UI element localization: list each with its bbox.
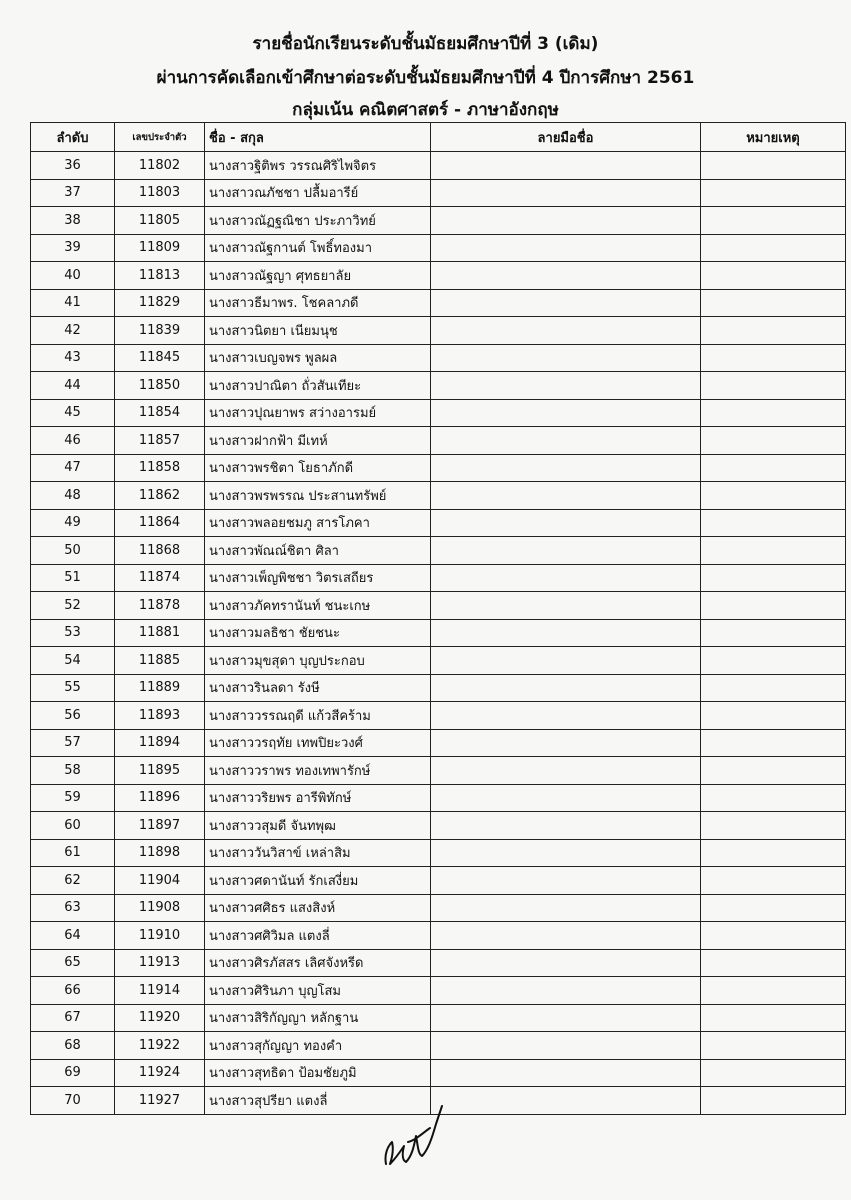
table-row: [31, 784, 846, 812]
student-name: นางสาวสิริกัญญา หลักฐาน: [205, 1004, 431, 1032]
table-row: [31, 344, 846, 372]
table-row: [31, 619, 846, 647]
header-name: ชื่อ - สกุล: [205, 123, 431, 152]
student-name: นางสาววสุมดี จันทพุฒ: [205, 812, 431, 840]
row-number: 51: [31, 564, 115, 592]
table-row: [31, 647, 846, 675]
row-number: 66: [31, 977, 115, 1005]
row-number: 63: [31, 894, 115, 922]
student-name: นางสาวเพ็ญพิชชา วิตรเสถียร: [205, 564, 431, 592]
table-row: [31, 702, 846, 730]
remark-cell: [701, 922, 846, 950]
remark-cell: [701, 509, 846, 537]
signature-cell: [431, 1032, 701, 1060]
student-name: นางสาวศศิวิมล แตงลี่: [205, 922, 431, 950]
signature-cell: [431, 509, 701, 537]
row-number: 44: [31, 372, 115, 400]
student-name: นางสาววรรณฤดี แก้วสีคร้าม: [205, 702, 431, 730]
student-name: นางสาวภัคทรานันท์ ชนะเกษ: [205, 592, 431, 620]
remark-cell: [701, 949, 846, 977]
student-id: 11904: [115, 867, 205, 895]
row-number: 40: [31, 262, 115, 290]
table-row: [31, 592, 846, 620]
row-number: 42: [31, 317, 115, 345]
table-row: [31, 757, 846, 785]
row-number: 49: [31, 509, 115, 537]
table-row: [31, 949, 846, 977]
remark-cell: [701, 289, 846, 317]
row-number: 41: [31, 289, 115, 317]
remark-cell: [701, 152, 846, 180]
student-name: นางสาวรินลดา รังษี: [205, 674, 431, 702]
row-number: 48: [31, 482, 115, 510]
row-number: 52: [31, 592, 115, 620]
title-line-1: รายชื่อนักเรียนระดับชั้นมัธยมศึกษาปีที่ 3 (เดิม): [252, 34, 599, 54]
signature-cell: [431, 207, 701, 235]
remark-cell: [701, 427, 846, 455]
student-id: 11908: [115, 894, 205, 922]
table-header-row: [31, 123, 846, 152]
row-number: 56: [31, 702, 115, 730]
remark-cell: [701, 647, 846, 675]
remark-cell: [701, 1004, 846, 1032]
remark-cell: [701, 592, 846, 620]
remark-cell: [701, 674, 846, 702]
remark-cell: [701, 179, 846, 207]
student-id: 11927: [115, 1087, 205, 1115]
remark-cell: [701, 317, 846, 345]
remark-cell: [701, 812, 846, 840]
signature-cell: [431, 1087, 701, 1115]
signature-cell: [431, 344, 701, 372]
table-row: [31, 839, 846, 867]
student-name: นางสาวฝากฟ้า มีเทห์: [205, 427, 431, 455]
student-id: 11829: [115, 289, 205, 317]
student-id: 11864: [115, 509, 205, 537]
student-id: 11805: [115, 207, 205, 235]
student-id: 11910: [115, 922, 205, 950]
remark-cell: [701, 454, 846, 482]
signature-cell: [431, 674, 701, 702]
remark-cell: [701, 262, 846, 290]
header-remark: หมายเหตุ: [701, 123, 846, 152]
table-row: [31, 1059, 846, 1087]
student-name: นางสาวศดานันท์ รักเสงี่ยม: [205, 867, 431, 895]
table-row: [31, 894, 846, 922]
signature-cell: [431, 702, 701, 730]
remark-cell: [701, 1032, 846, 1060]
table-row: [31, 867, 846, 895]
table-row: [31, 289, 846, 317]
signature-cell: [431, 564, 701, 592]
header-no: ลำดับ: [31, 123, 115, 152]
student-name: นางสาววรฤทัย เทพปิยะวงศ์: [205, 729, 431, 757]
student-name: นางสาวศิรภัสสร เลิศจังหรีด: [205, 949, 431, 977]
remark-cell: [701, 234, 846, 262]
table-row: [31, 1032, 846, 1060]
student-id: 11850: [115, 372, 205, 400]
student-id: 11868: [115, 537, 205, 565]
student-id: 11922: [115, 1032, 205, 1060]
row-number: 67: [31, 1004, 115, 1032]
student-name: นางสาวฐิติพร วรรณศิริไพจิตร: [205, 152, 431, 180]
remark-cell: [701, 207, 846, 235]
student-id: 11857: [115, 427, 205, 455]
table-row: [31, 399, 846, 427]
student-id: 11809: [115, 234, 205, 262]
student-name: นางสาวณัฐกานต์ โพธิ์ทองมา: [205, 234, 431, 262]
signature-cell: [431, 839, 701, 867]
signature-cell: [431, 1004, 701, 1032]
signature-cell: [431, 784, 701, 812]
student-id: 11896: [115, 784, 205, 812]
student-id: 11854: [115, 399, 205, 427]
student-id: 11914: [115, 977, 205, 1005]
signature-cell: [431, 949, 701, 977]
row-number: 50: [31, 537, 115, 565]
table-row: [31, 1004, 846, 1032]
student-name: นางสาววราพร ทองเทพารักษ์: [205, 757, 431, 785]
row-number: 43: [31, 344, 115, 372]
row-number: 64: [31, 922, 115, 950]
handwritten-signature: [378, 1102, 444, 1170]
student-name: นางสาวปุณยาพร สว่างอารมย์: [205, 399, 431, 427]
row-number: 59: [31, 784, 115, 812]
student-name: นางสาวพลอยชมภู สารโภคา: [205, 509, 431, 537]
student-name: นางสาวพัณณ์ชิตา ศิลา: [205, 537, 431, 565]
table-row: [31, 482, 846, 510]
row-number: 53: [31, 619, 115, 647]
remark-cell: [701, 757, 846, 785]
signature-cell: [431, 894, 701, 922]
student-id: 11924: [115, 1059, 205, 1087]
student-name: นางสาวธีมาพร. โชคลาภดี: [205, 289, 431, 317]
title-line-3: กลุ่มเน้น คณิตศาสตร์ - ภาษาอังกฤษ: [292, 100, 559, 120]
student-id: 11803: [115, 179, 205, 207]
signature-cell: [431, 427, 701, 455]
student-name: นางสาววันวิสาข์ เหล่าสิม: [205, 839, 431, 867]
remark-cell: [701, 702, 846, 730]
row-number: 47: [31, 454, 115, 482]
student-name: นางสาวพรชิตา โยธาภักดี: [205, 454, 431, 482]
student-name: นางสาวณัฏฐณิชา ประภาวิทย์: [205, 207, 431, 235]
row-number: 57: [31, 729, 115, 757]
remark-cell: [701, 399, 846, 427]
signature-cell: [431, 812, 701, 840]
signature-cell: [431, 757, 701, 785]
row-number: 70: [31, 1087, 115, 1115]
remark-cell: [701, 1087, 846, 1115]
signature-cell: [431, 399, 701, 427]
table-row: [31, 454, 846, 482]
signature-cell: [431, 234, 701, 262]
table-row: [31, 922, 846, 950]
student-id: 11858: [115, 454, 205, 482]
table-row: [31, 234, 846, 262]
student-id: 11894: [115, 729, 205, 757]
table-row: [31, 152, 846, 180]
table-body: [31, 152, 846, 1115]
signature-cell: [431, 372, 701, 400]
row-number: 58: [31, 757, 115, 785]
student-name: นางสาวมลธิชา ชัยชนะ: [205, 619, 431, 647]
row-number: 36: [31, 152, 115, 180]
row-number: 69: [31, 1059, 115, 1087]
student-name: นางสาวศศิธร แสงสิงห์: [205, 894, 431, 922]
row-number: 45: [31, 399, 115, 427]
student-id: 11878: [115, 592, 205, 620]
row-number: 54: [31, 647, 115, 675]
table-row: [31, 207, 846, 235]
student-id: 11889: [115, 674, 205, 702]
remark-cell: [701, 537, 846, 565]
signature-cell: [431, 152, 701, 180]
signature-cell: [431, 537, 701, 565]
row-number: 38: [31, 207, 115, 235]
remark-cell: [701, 977, 846, 1005]
student-name: นางสาวปาณิตา ถั่วสันเทียะ: [205, 372, 431, 400]
row-number: 62: [31, 867, 115, 895]
student-id: 11897: [115, 812, 205, 840]
student-id: 11893: [115, 702, 205, 730]
table-row: [31, 179, 846, 207]
remark-cell: [701, 784, 846, 812]
table-row: [31, 427, 846, 455]
row-number: 37: [31, 179, 115, 207]
remark-cell: [701, 344, 846, 372]
signature-cell: [431, 289, 701, 317]
signature-cell: [431, 647, 701, 675]
student-id: 11895: [115, 757, 205, 785]
student-id: 11845: [115, 344, 205, 372]
header-id: เลขประจำตัว: [115, 123, 205, 152]
signature-cell: [431, 592, 701, 620]
student-name: นางสาวณภัชชา ปลื้มอารีย์: [205, 179, 431, 207]
table-row: [31, 812, 846, 840]
student-id: 11898: [115, 839, 205, 867]
remark-cell: [701, 482, 846, 510]
table-row: [31, 729, 846, 757]
student-id: 11813: [115, 262, 205, 290]
table-row: [31, 537, 846, 565]
table-row: [31, 509, 846, 537]
row-number: 68: [31, 1032, 115, 1060]
student-name: นางสาวมุขสุดา บุญประกอบ: [205, 647, 431, 675]
student-name: นางสาวสุทธิดา ป้อมชัยภูมิ: [205, 1059, 431, 1087]
student-name: นางสาวเบญจพร พูลผล: [205, 344, 431, 372]
header-signature: ลายมือชื่อ: [431, 123, 701, 152]
remark-cell: [701, 564, 846, 592]
signature-cell: [431, 179, 701, 207]
student-id: 11920: [115, 1004, 205, 1032]
table-row: [31, 262, 846, 290]
remark-cell: [701, 1059, 846, 1087]
signature-cell: [431, 482, 701, 510]
remark-cell: [701, 867, 846, 895]
table-row: [31, 564, 846, 592]
student-id: 11881: [115, 619, 205, 647]
signature-cell: [431, 317, 701, 345]
remark-cell: [701, 894, 846, 922]
row-number: 60: [31, 812, 115, 840]
signature-cell: [431, 729, 701, 757]
student-name: นางสาวสุกัญญา ทองคำ: [205, 1032, 431, 1060]
student-table: [30, 122, 846, 1115]
table-row: [31, 372, 846, 400]
student-id: 11839: [115, 317, 205, 345]
signature-cell: [431, 262, 701, 290]
student-id: 11802: [115, 152, 205, 180]
remark-cell: [701, 839, 846, 867]
remark-cell: [701, 729, 846, 757]
student-name: นางสาวศิรินภา บุญโสม: [205, 977, 431, 1005]
signature-cell: [431, 867, 701, 895]
table-row: [31, 977, 846, 1005]
title-line-2: ผ่านการคัดเลือกเข้าศึกษาต่อระดับชั้นมัธยมศึกษาปีที่ 4 ปีการศึกษา 2561: [156, 68, 695, 88]
row-number: 55: [31, 674, 115, 702]
table-row: [31, 317, 846, 345]
student-id: 11874: [115, 564, 205, 592]
student-id: 11862: [115, 482, 205, 510]
row-number: 46: [31, 427, 115, 455]
student-name: นางสาววริยพร อารีพิทักษ์: [205, 784, 431, 812]
signature-cell: [431, 922, 701, 950]
student-name: นางสาวนิตยา เนียมนุช: [205, 317, 431, 345]
signature-cell: [431, 977, 701, 1005]
signature-cell: [431, 619, 701, 647]
signature-cell: [431, 1059, 701, 1087]
row-number: 65: [31, 949, 115, 977]
remark-cell: [701, 619, 846, 647]
student-name: นางสาวพรพรรณ ประสานทรัพย์: [205, 482, 431, 510]
row-number: 61: [31, 839, 115, 867]
student-id: 11885: [115, 647, 205, 675]
student-name: นางสาวณัฐญา ศุทธยาลัย: [205, 262, 431, 290]
student-name: นางสาวสุปรียา แตงลี่: [205, 1087, 431, 1115]
signature-cell: [431, 454, 701, 482]
table-row: [31, 674, 846, 702]
row-number: 39: [31, 234, 115, 262]
remark-cell: [701, 372, 846, 400]
student-id: 11913: [115, 949, 205, 977]
